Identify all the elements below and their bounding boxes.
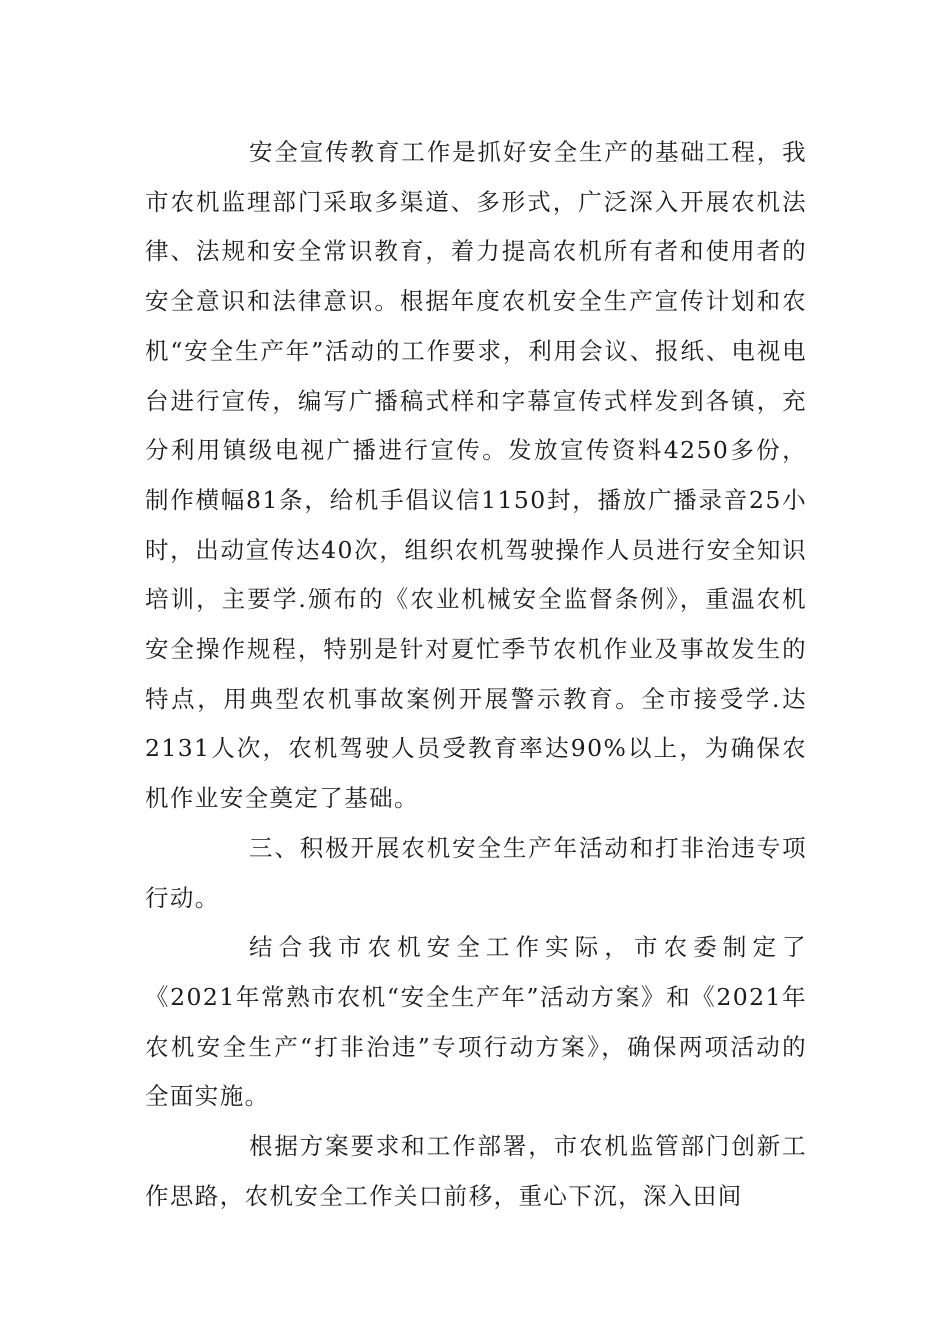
paragraph-activity-plans: 结合我市农机安全工作实际，市农委制定了《2021年常熟市农机“安全生产年”活动方案》和《2021年农机安全生产“打非治违”专项行动方案》，确保两项活动的全面实施。 (145, 933, 807, 1111)
paragraph-work-deployment: 根据方案要求和工作部署，市农机监管部门创新工作思路，农机安全工作关口前移，重心下沉，深入田间 (145, 1132, 807, 1210)
document-body (145, 128, 807, 1221)
section-heading-three: 三、积极开展农机安全生产年活动和打非治违专项行动。 (145, 833, 807, 912)
paragraph-safety-education: 安全宣传教育工作是抓好安全生产的基础工程，我市农机监理部门采取多渠道、多形式，广泛深入开展农机法律、法规和安全常识教育，着力提高农机所有者和使用者的安全意识和法律意识。根据年度农机安全生产宣传计划和农机“安全生产年”活动的工作要求，利用会议、报纸、电视电台进行宣传，编写广播稿式样和字幕宣传式样发到各镇，充分利用镇级电视广播进行宣传。发放宣传资料4250多份，制作横幅81条，给机手倡议信1150封，播放广播录音25小时，出动宣传达40次，组织农机驾驶操作人员进行安全知识培训，主要学.颁布的《农业机械安全监督条例》，重温农机安全操作规程，特别是针对夏忙季节农机作业及事故发生的特点，用典型农机事故案例开展警示教育。全市接受学.达2131人次，农机驾驶人员受教育率达90%以上，为确保农机作业安全奠定了基础。 (145, 138, 807, 813)
